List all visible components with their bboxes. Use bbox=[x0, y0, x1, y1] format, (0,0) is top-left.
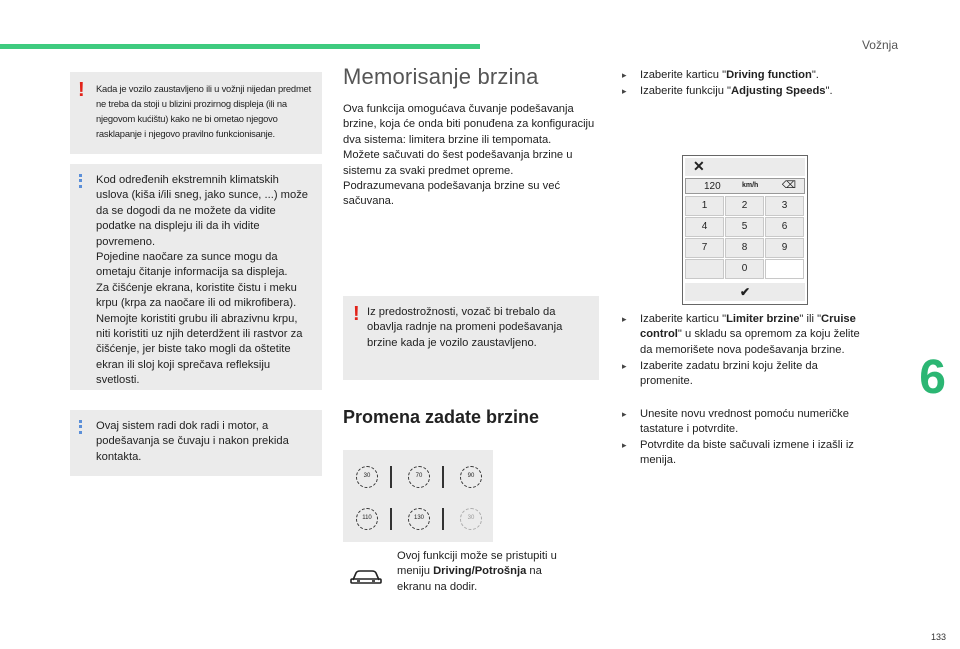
info-box-climate bbox=[70, 164, 322, 390]
bullet-icon: ▸ bbox=[622, 70, 627, 80]
car-icon bbox=[349, 568, 383, 586]
info-text-3: Za čišćenje ekrana, koristite čistu i meku krpu (krpa za naočare ili od mikrofibera). Nemojte koristiti grubu ili abrazivnu krpu, niti koristiti uz njih deterdžent ili rastvor za čišćenje, jer biste tako mogli da oštetite ekran ili sloj koji sprečava refleksiju svetlosti. bbox=[96, 281, 303, 387]
section-title: Vožnja bbox=[861, 38, 898, 52]
key-2: 2 bbox=[725, 196, 764, 216]
speed-gauge-icon: 70 bbox=[408, 466, 430, 488]
intro-paragraph-2: Možete sačuvati do šest podešavanja brzine u sistemu za svaki predmet opreme. bbox=[343, 149, 573, 177]
step-2: ▸ Izaberite funkciju "Adjusting Speeds". bbox=[622, 84, 862, 99]
key-3: 3 bbox=[765, 196, 804, 216]
bullet-icon: ▸ bbox=[622, 314, 627, 324]
speed-keypad-illustration bbox=[682, 155, 808, 305]
key-4: 4 bbox=[685, 217, 724, 237]
bullet-icon: ▸ bbox=[622, 86, 627, 96]
speed-gauge-icon: 30 bbox=[356, 466, 378, 488]
keypad-display bbox=[685, 178, 805, 194]
intro-text bbox=[343, 102, 599, 210]
step-3: ▸ Izaberite karticu "Limiter brzine" ili "Cruise control" u skladu sa opremom za koju želite da memorišete nova podešavanja brzine. bbox=[622, 313, 860, 356]
page-number: 133 bbox=[930, 632, 946, 642]
step-5: ▸ Unesite novu vrednost pomoću numeričke tastature i potvrdite. bbox=[622, 408, 849, 436]
key-7: 7 bbox=[685, 238, 724, 258]
key-blank bbox=[685, 259, 724, 279]
backspace-icon: ⌫ bbox=[781, 180, 796, 191]
bullet-icon: ▸ bbox=[622, 440, 627, 450]
warning-text: Kada je vozilo zaustavljeno ili u vožnji nijedan predmet ne treba da stoji u blizini prozirnog displeja (ili na njegovom kućištu) kako ne bi ometao njegovo rasklapanje i njegovo pravilno funkcionisanje. bbox=[96, 83, 311, 139]
info-text-2: Pojedine naočare za sunce mogu da ometaju čitanje informacija sa displeja. bbox=[96, 251, 288, 279]
info-text-system: Ovaj sistem radi dok radi i motor, a podešavanja se čuvaju i nakon prekida kontakta. bbox=[96, 420, 289, 463]
separator bbox=[390, 508, 392, 530]
intro-paragraph-3: Podrazumevana podešavanja brzine su već sačuvana. bbox=[343, 180, 561, 208]
bullet-icon: ▸ bbox=[622, 409, 627, 419]
unit-label: km/h bbox=[742, 182, 759, 189]
key-9: 9 bbox=[765, 238, 804, 258]
intro-paragraph-1: Ova funkcija omogućava čuvanje podešavanja brzine, koja će onda biti ponuđena za konfiguraciju dva sistema: limitera brzine ili tempomata. bbox=[343, 103, 595, 146]
separator bbox=[442, 466, 444, 488]
info-text-1: Kod određenih ekstremnih klimatskih uslova (kiša i/ili sneg, jako sunce, ...) može da se dogodi da ne možete da vidite podatke na displeju ili da ih vidite povremeno. bbox=[96, 174, 309, 248]
warning-box bbox=[70, 72, 322, 154]
chapter-number: 6 bbox=[919, 351, 946, 404]
section-heading: Memorisanje brzina bbox=[343, 64, 539, 89]
warning-box-speed bbox=[343, 296, 599, 380]
warning-speed-text: Iz predostrožnosti, vozač bi trebalo da obavlja radnje na promeni podešavanja brzine kada je vozilo zaustavljeno. bbox=[367, 306, 563, 349]
info-icon bbox=[79, 420, 84, 434]
separator bbox=[390, 466, 392, 488]
subsection-heading: Promena zadate brzine bbox=[343, 407, 540, 427]
warning-icon: ! bbox=[78, 79, 85, 101]
top-accent-bar bbox=[0, 44, 480, 49]
step-1: ▸ Izaberite karticu "Driving function". bbox=[622, 68, 862, 83]
step-4: ▸ Izaberite zadatu brzini koju želite da promenite. bbox=[622, 360, 818, 388]
speed-presets-illustration bbox=[343, 450, 493, 542]
speed-value: 120 bbox=[704, 181, 721, 192]
key-5: 5 bbox=[725, 217, 764, 237]
key-0: 0 bbox=[725, 259, 764, 279]
speed-gauge-icon: 130 bbox=[408, 508, 430, 530]
confirm-icon: ✔ bbox=[685, 283, 805, 301]
warning-icon: ! bbox=[353, 303, 360, 325]
access-text: Ovoj funkciji može se pristupiti u meniju Driving/Potrošnja na ekranu na dodir. bbox=[397, 550, 557, 593]
close-icon: ✕ bbox=[693, 158, 705, 174]
speed-gauge-icon: 90 bbox=[460, 466, 482, 488]
key-8: 8 bbox=[725, 238, 764, 258]
separator bbox=[442, 508, 444, 530]
key-6: 6 bbox=[765, 217, 804, 237]
menu-name: Driving/Potrošnja bbox=[433, 565, 527, 578]
bullet-icon: ▸ bbox=[622, 361, 627, 371]
info-icon bbox=[79, 174, 84, 188]
key-1: 1 bbox=[685, 196, 724, 216]
speed-gauge-icon: 110 bbox=[356, 508, 378, 530]
step-6: ▸ Potvrdite da biste sačuvali izmene i izašli iz menija. bbox=[622, 439, 854, 467]
speed-gauge-icon: 30 bbox=[460, 508, 482, 530]
key-blank bbox=[765, 259, 804, 279]
keypad-header bbox=[685, 158, 805, 176]
info-box-system bbox=[70, 410, 322, 476]
